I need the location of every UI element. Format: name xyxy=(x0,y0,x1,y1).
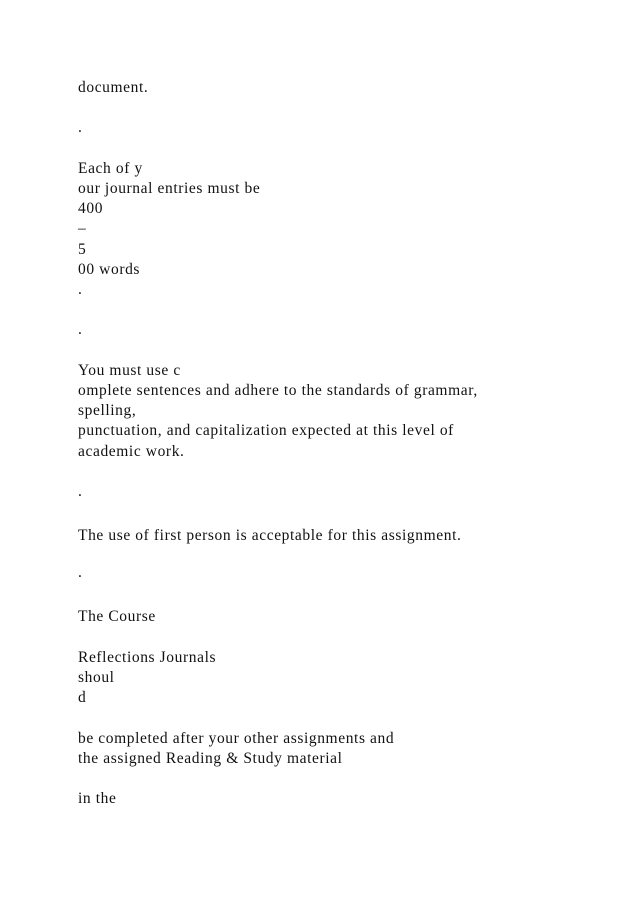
text-line: . xyxy=(78,281,83,298)
text-line: The use of first person is acceptable for this assignment. xyxy=(78,527,462,544)
text-line: our journal entries must be xyxy=(78,180,261,197)
text-line: 00 words xyxy=(78,261,141,278)
text-line: 5 xyxy=(78,241,87,258)
text-line: You must use c xyxy=(78,362,181,379)
text-line: – xyxy=(78,220,87,237)
text-line: . xyxy=(78,483,83,500)
text-line: Each of y xyxy=(78,160,143,177)
text-line: omplete sentences and adhere to the standards of grammar, xyxy=(78,382,478,399)
text-line: shoul xyxy=(78,669,115,686)
text-line: in the xyxy=(78,790,117,807)
text-line: the assigned Reading & Study material xyxy=(78,750,343,767)
text-line: . xyxy=(78,119,83,136)
text-line: document. xyxy=(78,79,149,96)
text-line: . xyxy=(78,321,83,338)
text-line: 400 xyxy=(78,200,104,217)
text-line: spelling, xyxy=(78,402,137,419)
text-line: d xyxy=(78,689,87,706)
text-line: The Course xyxy=(78,608,156,625)
text-line: punctuation, and capitalization expected at this level of xyxy=(78,422,454,439)
text-line: . xyxy=(78,564,83,581)
text-line: academic work. xyxy=(78,443,185,460)
text-line: Reflections Journals xyxy=(78,649,217,666)
text-line: be completed after your other assignments and xyxy=(78,730,395,747)
